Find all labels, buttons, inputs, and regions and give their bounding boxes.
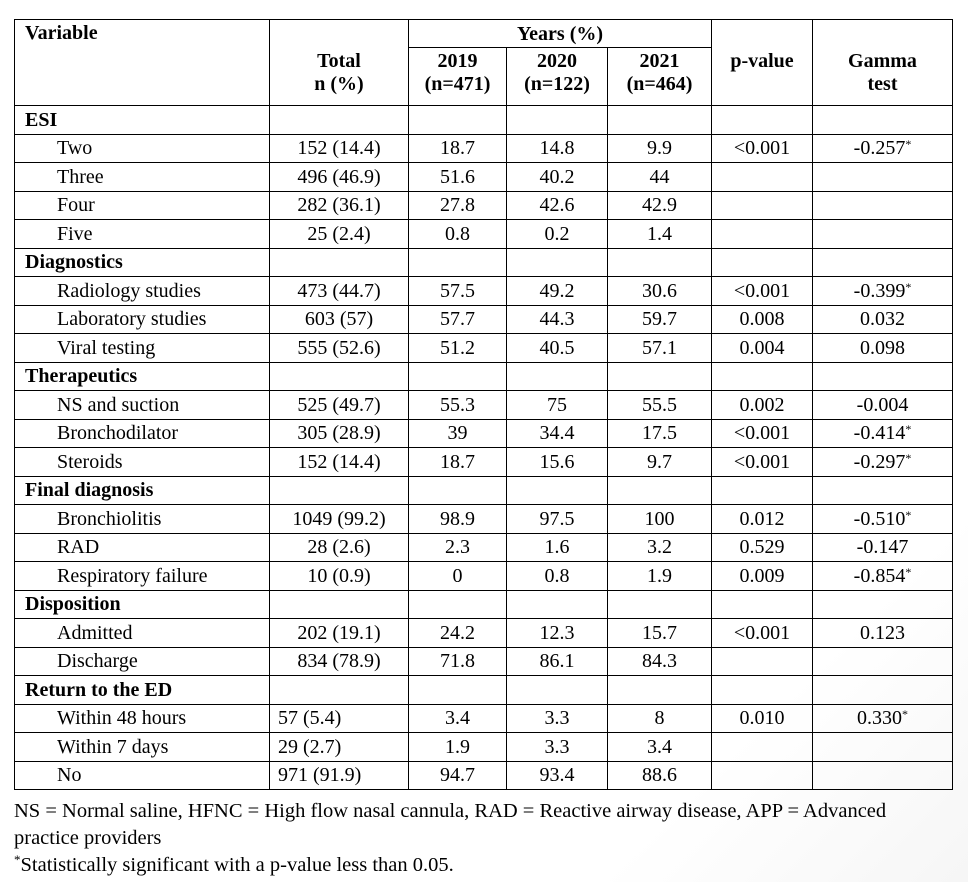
cell-total: 1049 (99.2): [270, 505, 409, 534]
cell-2019: 0: [409, 562, 507, 591]
cell-2021: 57.1: [608, 334, 712, 363]
section-empty-cell: [813, 106, 953, 135]
cell-2020: 75: [507, 391, 608, 420]
section-title: Disposition: [15, 590, 270, 619]
cell-2021: 1.9: [608, 562, 712, 591]
section-empty-cell: [712, 676, 813, 705]
cell-pvalue: <0.001: [712, 619, 813, 648]
section-title: ESI: [15, 106, 270, 135]
header-total-line1: Total: [317, 49, 361, 72]
header-variable: Variable: [15, 20, 270, 106]
cell-2019: 24.2: [409, 619, 507, 648]
section-empty-cell: [712, 476, 813, 505]
results-table: [14, 19, 953, 790]
cell-2020: 44.3: [507, 305, 608, 334]
cell-total: 525 (49.7): [270, 391, 409, 420]
table-row: [15, 134, 953, 163]
section-empty-cell: [409, 676, 507, 705]
row-label: Respiratory failure: [15, 562, 270, 591]
cell-2019: 39: [409, 419, 507, 448]
significance-marker: *: [905, 564, 912, 579]
cell-2020: 49.2: [507, 277, 608, 306]
section-empty-cell: [813, 362, 953, 391]
cell-2020: 93.4: [507, 761, 608, 790]
section-empty-cell: [608, 248, 712, 277]
gamma-value: -0.297: [853, 450, 906, 473]
significance-marker: *: [905, 450, 912, 465]
cell-gamma: [813, 562, 953, 591]
section-empty-cell: [409, 106, 507, 135]
cell-total: 28 (2.6): [270, 533, 409, 562]
cell-2020: 0.8: [507, 562, 608, 591]
cell-total: 971 (91.9): [270, 761, 409, 790]
section-empty-cell: [507, 590, 608, 619]
cell-total: 10 (0.9): [270, 562, 409, 591]
cell-2020: 3.3: [507, 733, 608, 762]
cell-gamma: [813, 619, 953, 648]
cell-2021: 30.6: [608, 277, 712, 306]
cell-pvalue: [712, 647, 813, 676]
header-empty-p: [712, 20, 813, 48]
cell-2021: 42.9: [608, 191, 712, 220]
section-empty-cell: [608, 106, 712, 135]
section-empty-cell: [270, 106, 409, 135]
section-empty-cell: [409, 248, 507, 277]
table-row: [15, 562, 953, 591]
cell-2020: 86.1: [507, 647, 608, 676]
cell-2019: 1.9: [409, 733, 507, 762]
cell-2021: 84.3: [608, 647, 712, 676]
cell-gamma: [813, 647, 953, 676]
cell-gamma: [813, 163, 953, 192]
section-title: Final diagnosis: [15, 476, 270, 505]
gamma-value: 0.032: [860, 308, 905, 331]
cell-2021: 59.7: [608, 305, 712, 334]
table-row: [15, 505, 953, 534]
gamma-value: -0.147: [856, 536, 909, 559]
section-empty-cell: [270, 476, 409, 505]
cell-gamma: [813, 505, 953, 534]
header-2021: [608, 48, 712, 106]
cell-2020: 3.3: [507, 704, 608, 733]
section-empty-cell: [608, 362, 712, 391]
table-row: [15, 733, 953, 762]
section-empty-cell: [813, 248, 953, 277]
header-2021-line1: 2021: [639, 50, 680, 72]
cell-2021: 3.2: [608, 533, 712, 562]
cell-total: 202 (19.1): [270, 619, 409, 648]
section-title: Return to the ED: [15, 676, 270, 705]
cell-pvalue: 0.010: [712, 704, 813, 733]
row-label: Four: [15, 191, 270, 220]
section-empty-cell: [608, 476, 712, 505]
header-2020-line1: 2020: [537, 50, 577, 72]
table-row: [15, 191, 953, 220]
cell-2020: 40.5: [507, 334, 608, 363]
cell-2019: 94.7: [409, 761, 507, 790]
cell-pvalue: [712, 733, 813, 762]
cell-pvalue: [712, 163, 813, 192]
header-2021-line2: (n=464): [626, 73, 693, 95]
header-pvalue: p-value: [712, 48, 813, 106]
cell-pvalue: [712, 191, 813, 220]
cell-pvalue: 0.008: [712, 305, 813, 334]
cell-gamma: [813, 277, 953, 306]
gamma-value: 0.098: [860, 336, 905, 359]
cell-gamma: [813, 533, 953, 562]
table-row: [15, 220, 953, 249]
section-empty-cell: [507, 676, 608, 705]
row-label: Discharge: [15, 647, 270, 676]
table-row: [15, 619, 953, 648]
section-row: [15, 676, 953, 705]
gamma-value: -0.510: [853, 507, 906, 530]
cell-2020: 97.5: [507, 505, 608, 534]
section-empty-cell: [409, 590, 507, 619]
table-row: [15, 163, 953, 192]
cell-2019: 51.6: [409, 163, 507, 192]
cell-2021: 88.6: [608, 761, 712, 790]
cell-2021: 44: [608, 163, 712, 192]
cell-gamma: [813, 334, 953, 363]
section-empty-cell: [712, 362, 813, 391]
cell-gamma: [813, 191, 953, 220]
section-empty-cell: [507, 106, 608, 135]
gamma-value: -0.257: [853, 137, 906, 160]
cell-pvalue: 0.002: [712, 391, 813, 420]
cell-total: 305 (28.9): [270, 419, 409, 448]
cell-total: 25 (2.4): [270, 220, 409, 249]
header-empty-total: [270, 20, 409, 48]
significance-marker: *: [905, 507, 912, 522]
row-label: NS and suction: [15, 391, 270, 420]
row-label: Radiology studies: [15, 277, 270, 306]
cell-gamma: [813, 419, 953, 448]
cell-2020: 14.8: [507, 134, 608, 163]
section-empty-cell: [507, 362, 608, 391]
significance-marker: *: [14, 852, 21, 868]
cell-total: 473 (44.7): [270, 277, 409, 306]
row-label: Within 48 hours: [15, 704, 270, 733]
table-row: [15, 533, 953, 562]
cell-2019: 0.8: [409, 220, 507, 249]
cell-2019: 71.8: [409, 647, 507, 676]
section-empty-cell: [507, 248, 608, 277]
gamma-value: 0.123: [860, 621, 905, 644]
cell-2021: 100: [608, 505, 712, 534]
cell-2021: 17.5: [608, 419, 712, 448]
table-row: [15, 391, 953, 420]
cell-2019: 18.7: [409, 134, 507, 163]
row-label: No: [15, 761, 270, 790]
row-label: Admitted: [15, 619, 270, 648]
cell-2019: 3.4: [409, 704, 507, 733]
cell-gamma: [813, 134, 953, 163]
section-empty-cell: [813, 676, 953, 705]
cell-gamma: [813, 761, 953, 790]
row-label: Bronchiolitis: [15, 505, 270, 534]
cell-2019: 2.3: [409, 533, 507, 562]
cell-2021: 9.7: [608, 448, 712, 477]
section-empty-cell: [813, 476, 953, 505]
cell-total: 57 (5.4): [270, 704, 409, 733]
section-empty-cell: [813, 590, 953, 619]
significance-marker: *: [905, 137, 912, 152]
gamma-value: -0.414: [853, 422, 906, 445]
section-empty-cell: [409, 476, 507, 505]
cell-pvalue: 0.012: [712, 505, 813, 534]
header-total: [270, 48, 409, 106]
table-row: [15, 277, 953, 306]
table-footnotes: [14, 798, 954, 879]
row-label: RAD: [15, 533, 270, 562]
cell-gamma: [813, 448, 953, 477]
table-row: [15, 419, 953, 448]
cell-2019: 55.3: [409, 391, 507, 420]
cell-total: 152 (14.4): [270, 134, 409, 163]
table-row: [15, 305, 953, 334]
header-2020: [507, 48, 608, 106]
row-label: Five: [15, 220, 270, 249]
cell-pvalue: 0.004: [712, 334, 813, 363]
section-row: [15, 248, 953, 277]
cell-pvalue: <0.001: [712, 419, 813, 448]
section-empty-cell: [409, 362, 507, 391]
row-label: Laboratory studies: [15, 305, 270, 334]
section-empty-cell: [712, 106, 813, 135]
header-2019-line2: (n=471): [424, 73, 491, 95]
section-empty-cell: [507, 476, 608, 505]
section-empty-cell: [270, 590, 409, 619]
significance-marker: *: [905, 279, 912, 294]
section-empty-cell: [270, 676, 409, 705]
cell-2021: 3.4: [608, 733, 712, 762]
significance-marker: *: [905, 422, 912, 437]
cell-2020: 42.6: [507, 191, 608, 220]
cell-pvalue: [712, 220, 813, 249]
cell-2019: 57.7: [409, 305, 507, 334]
abbreviations-note: NS = Normal saline, HFNC = High flow nasal cannula, RAD = Reactive airway disease, APP = Advanced practice providers: [14, 800, 887, 850]
row-label: Viral testing: [15, 334, 270, 363]
cell-total: 555 (52.6): [270, 334, 409, 363]
cell-total: 496 (46.9): [270, 163, 409, 192]
header-row-years: [15, 20, 953, 48]
cell-gamma: [813, 305, 953, 334]
cell-2020: 15.6: [507, 448, 608, 477]
cell-2021: 8: [608, 704, 712, 733]
table-row: [15, 761, 953, 790]
cell-total: 834 (78.9): [270, 647, 409, 676]
section-empty-cell: [712, 590, 813, 619]
cell-2020: 12.3: [507, 619, 608, 648]
table-row: [15, 334, 953, 363]
cell-2019: 18.7: [409, 448, 507, 477]
row-label: Bronchodilator: [15, 419, 270, 448]
header-empty-gamma: [813, 20, 953, 48]
cell-2019: 27.8: [409, 191, 507, 220]
cell-2020: 34.4: [507, 419, 608, 448]
cell-total: 603 (57): [270, 305, 409, 334]
cell-2021: 9.9: [608, 134, 712, 163]
cell-2019: 51.2: [409, 334, 507, 363]
section-empty-cell: [608, 676, 712, 705]
cell-2020: 40.2: [507, 163, 608, 192]
row-label: Within 7 days: [15, 733, 270, 762]
cell-gamma: [813, 391, 953, 420]
cell-total: 29 (2.7): [270, 733, 409, 762]
cell-2020: 1.6: [507, 533, 608, 562]
cell-2021: 15.7: [608, 619, 712, 648]
cell-total: 282 (36.1): [270, 191, 409, 220]
section-empty-cell: [608, 590, 712, 619]
cell-pvalue: 0.009: [712, 562, 813, 591]
cell-2019: 98.9: [409, 505, 507, 534]
section-title: Diagnostics: [15, 248, 270, 277]
cell-pvalue: <0.001: [712, 277, 813, 306]
gamma-value: -0.854: [853, 564, 906, 587]
header-years: Years (%): [409, 20, 712, 48]
cell-gamma: [813, 733, 953, 762]
cell-2021: 1.4: [608, 220, 712, 249]
header-2019: [409, 48, 507, 106]
cell-pvalue: <0.001: [712, 448, 813, 477]
section-empty-cell: [270, 248, 409, 277]
header-gamma-line2: test: [867, 72, 898, 95]
cell-2021: 55.5: [608, 391, 712, 420]
cell-pvalue: <0.001: [712, 134, 813, 163]
header-gamma-line1: Gamma: [848, 49, 917, 72]
header-2019-line1: 2019: [437, 50, 478, 72]
cell-2020: 0.2: [507, 220, 608, 249]
table-row: [15, 647, 953, 676]
significance-marker: *: [902, 707, 908, 722]
section-row: [15, 476, 953, 505]
section-title: Therapeutics: [15, 362, 270, 391]
section-row: [15, 362, 953, 391]
table-row: [15, 704, 953, 733]
significance-note: [14, 852, 954, 879]
cell-2019: 57.5: [409, 277, 507, 306]
cell-pvalue: 0.529: [712, 533, 813, 562]
section-empty-cell: [270, 362, 409, 391]
cell-total: 152 (14.4): [270, 448, 409, 477]
gamma-value: -0.004: [856, 393, 909, 416]
header-total-line2: n (%): [314, 72, 364, 95]
row-label: Steroids: [15, 448, 270, 477]
section-row: [15, 590, 953, 619]
row-label: Two: [15, 134, 270, 163]
header-gamma: [813, 48, 953, 106]
cell-pvalue: [712, 761, 813, 790]
table-row: [15, 448, 953, 477]
gamma-value: 0.330: [857, 707, 902, 730]
row-label: Three: [15, 163, 270, 192]
cell-gamma: [813, 704, 953, 733]
header-2020-line2: (n=122): [524, 73, 590, 95]
section-empty-cell: [712, 248, 813, 277]
gamma-value: -0.399: [853, 279, 906, 302]
section-row: [15, 106, 953, 135]
significance-text: Statistically significant with a p-value less than 0.05.: [20, 854, 454, 877]
cell-gamma: [813, 220, 953, 249]
